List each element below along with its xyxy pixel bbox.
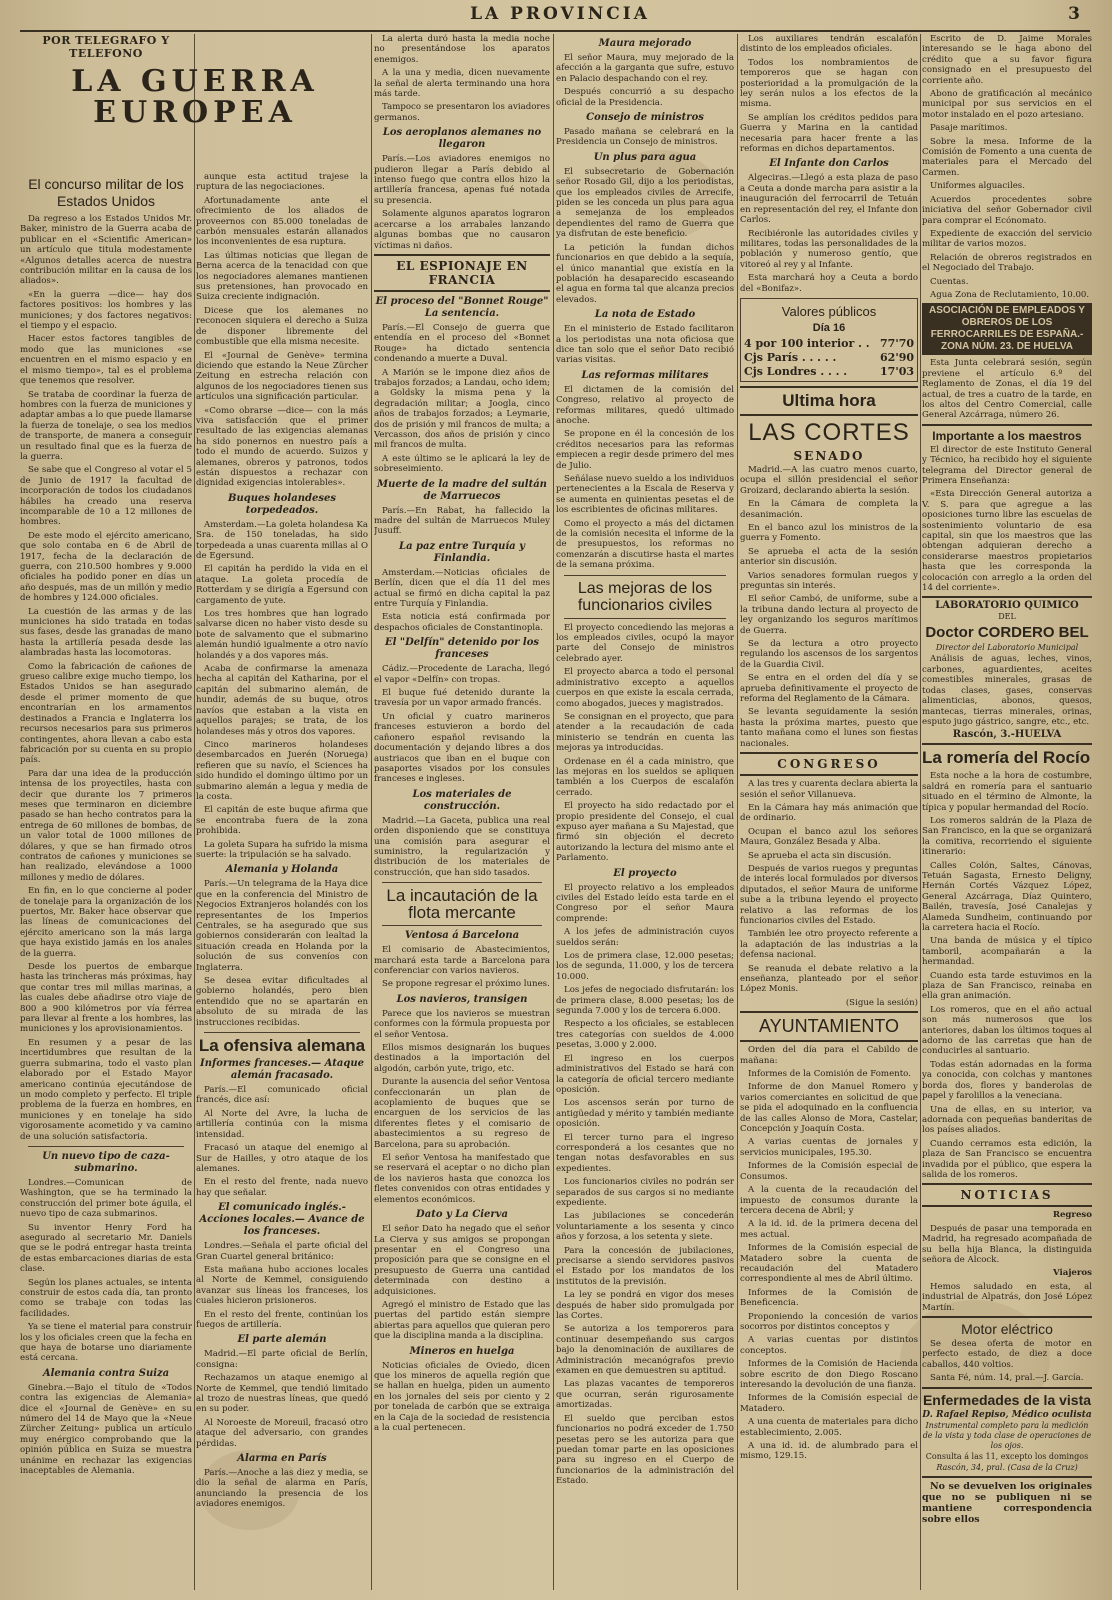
column-1-body [20,172,192,1590]
paragraph: Dicese que los alemanes no reconocen siquiera el derecho a Suiza de disponer libremente del combustible que ella misma necesite. [196,305,368,348]
paragraph: París.—Anoche a las diez y media, se dio la señal de alarma en París, anunciando la presencia de los aviadores enemigos. [196,1468,368,1510]
paragraph: Pasado mañana se celebrará en la Presidencia un Consejo de ministros. [556,127,734,148]
article-body [374,1224,550,1341]
paragraph: «Como obrarse —dice— con la más viva satisfacción que el primer resultado de las exigencias alemanas ha sido ponernos en nuestro país a todo el mundo de acuerdo. Suizos y alemanes, obreros y patronos, todos están dispuestos a rechazar con dignidad exigencias intolerables». [196,405,368,489]
paragraph: El señor Ventosa ha manifestado que se reservará el aceptar o no dicho plan de los navieros hasta que conozca los fletes convenidos con otras entidades y elementos económicos. [374,1153,550,1205]
paragraph: En la Cámara hay más animación que de ordinario. [740,802,918,824]
article-body [922,445,1092,594]
lab-ad-subtitle: Director del Laboratorio Municipal [935,643,1079,653]
paragraph: Los romeros, que en el año actual son más numerosos que los anteriores, daban los últimos toques al adorno de las carretas que han de conducirles al santuario. [922,1004,1092,1057]
subhead: La paz entre Turquía y Finlandia. [399,540,525,564]
paragraph: Rechazamos un ataque enemigo al Norte de Kemmel, que tendió limitado al trozo de nuestras líneas, que quedó en su poder. [196,1373,368,1415]
subhead: El "Delfín" detenido por los franceses [384,637,540,661]
article-body [556,127,734,148]
article-body [922,1282,1092,1313]
stock-quote-value: 62'90 [880,350,914,364]
article-body [556,385,734,571]
paragraph: Se sabe que el Congreso al votar el 5 de Junio de 1917 la facultad de incorporación de todos los ciudadanos hábiles ha creado una reserva incomparable de 10 a 12 millones de hombres. [20,465,192,528]
paragraph: A las tres y cuarenta declara abierta la sesión el señor Villanueva. [740,779,918,800]
paragraph: Informes de la Comisión de Hacienda sobre escrito de don Diego Roscano interesando la devolución de una fianza. [740,1359,918,1390]
paragraph: Cinco marineros holandeses desembarcados en Juerén (Noruega) refieren que su navío, el Sciences ha sido hundido el domingo último por un submarino alemán a legua y media de la costa. [196,739,368,802]
paragraph: La goleta Supara ha sufrido la misma suerte: la tripulación se ha salvado. [196,839,368,860]
paragraph: Informe de don Manuel Romero y varios comerciantes en solicitud de que se pida el adoquinado en la confluencia de las calles Alonso de Mora, Castelar, Concepción y Joaquín Costa. [740,1082,918,1135]
paragraph: El señor Maura, muy mejorado de la afección a la garganta que sufre, estuvo en Palacio despachando con el rey. [556,53,734,84]
paragraph: Todas están adornadas en la forma ya conocida, con colchas y mantones borda dos, flores y banderolas de papel y farolillos a la veneciana. [922,1059,1092,1102]
subhead: Un nuevo tipo de caza-submarino. [42,1150,170,1174]
article-body [922,358,1092,420]
paragraph: El proyecto relativo a los empleados civiles del Estado leído esta tarde en el Congreso por el señor Maura comprende: [556,882,734,924]
paragraph: Se entra en el orden del día y se aprueba definitivamente el proyecto de reforma del Reglamento de la Cámara. [740,673,918,705]
paragraph: Sobre la mesa. Informe de la Comisión de Fomento a una cuenta de materiales para el Mercado del Carmen. [922,136,1092,178]
paragraph: Los funcionarios civiles no podrán ser separados de sus cargos si no mediante expediente. [556,1177,734,1208]
paragraph: «Esta Dirección General autoriza a V. S. para que agregue a las oposiciones turno libre las escuelas de sostenimiento voluntario de esa capital, sin que los maestros que las obtengan adquieran derecho a considerarse maestros propietarios hasta que les corresponda la colocación con arreglo a la orden del 14 del corriente». [922,489,1092,594]
paragraph: aunque esta actitud trajese la ruptura de las negociaciones. [196,172,368,193]
paragraph: Al Norte del Avre, la lucha de artillería continúa con la misma intensidad. [196,1108,368,1140]
article-body [20,1178,192,1364]
paragraph: Acaba de confirmarse la amenaza hecha al capitán del Katharina, por el capitán del submarino alemán, de hundir, además de su buque, otros navíos que estaban a la vista en aquellos parajes; se trata, de los holandeses más y otros dos vapores. [196,664,368,737]
article-body [556,623,734,864]
paragraph: Se desea evitar dificultades al gobierno holandés, pero bien entendido que no se apartarán en absoluto de su mirada de las instrucciones recibidas. [196,976,368,1028]
paragraph: Las jubilaciones se concederán voluntariamente a los sesenta y cinco años y forzosa, a los setenta y siete. [556,1211,734,1243]
column-1 [20,34,370,174]
paragraph: Madrid.—El parte oficial de Berlín, consigna: [196,1349,368,1370]
paragraph: París.—Un telegrama de la Haya dice que en la conferencia del Ministro de Negocios Extranjeros holandés con los representantes de los Imperios Centrales, se ha asegurado que sus gobiernos considerarán con lealtad la situación creada en Holanda por la solución de sus conveníos con Inglaterra. [196,879,368,973]
paragraph: Se trataba de coordinar la fuerza de hombres con la fuerza de municiones y adaptar ambas a lo que puede llamarse la fuerza de tonelaje, o sea los medios de transporte, de manera a conseguir un resultado final que es la fuerza de la guerra. [20,389,192,462]
article-body [196,879,368,1028]
stock-quotes-box [740,298,918,382]
paragraph: Para dar una idea de la producción intensa de los proyectiles, hasta con decir que durante los 7 primeros meses que terminaron en diciembre pasado se han hecho contratos para la entrega de 60 millones de bombas, de un valor total de 1000 millones de dólares, y que se han firmado otros contratos de cañones y municiones se han realizado, elevándose a 1000 millones y medio de dólares. [20,768,192,883]
paragraph: El capitán ha perdido la vida en el ataque. La goleta procedía de Rotterdam y se dirigía a Egersund con cargamento de yute. [196,564,368,606]
paragraph: En el resto del frente, nada nuevo hay que señalar. [196,1177,368,1198]
vista-ad-address: Rascón, 34, pral. (Casa de la Cruz) [936,1462,1078,1472]
subhead: El comunicado inglés.-Acciones locales.— Avance de los franceses. [199,1202,365,1238]
association-banner: ASOCIACIÓN DE EMPLEADOS Y OBREROS DE LOS FERROCARRILES DE ESPAÑA.-ZONA NÚM. 23. DE HUELVA [922,303,1092,355]
paragraph: Como la fabricación de cañones de grueso calibre exige mucho tiempo, los Estados Unidos se han asegurado desde el primer momento de que encontrarían en los armamentos destinados a Francia e Inglaterra los recursos necesarios para sus primeros contingentes, ahora llevan a cabo esta fabricación por su cuenta en su propio país. [20,661,192,766]
paragraph: Informes de la Comisión de Fomento. [748,1069,911,1080]
article-body [556,324,734,366]
paragraph: El buque fué detenido durante la travesía por un vapor armado francés. [374,688,550,709]
paragraph: De este modo el ejército americano, que solo contaba en 6 de Abril de 1917, fecha de la declaración de guerra, con 210.500 hombres y 9.000 oficiales ha podido poner en días un año después, mas de un millón y medio de hombres y 124.000 oficiales. [20,530,192,604]
article-body [922,1339,1092,1384]
paragraph: El director de este Instituto General y Técnico, ha recibido hoy el siguiente telegrama del Director general de Primera Enseñanza: [922,444,1092,486]
paragraph: Santa Fé, núm. 14, pral.—J. García. [930,1373,1084,1384]
newspaper-title: LA PROVINCIA [470,4,650,24]
paragraph: Proponiendo la concesión de varios socorros por distintos conceptos y [740,1311,918,1332]
stock-quote-value: 17'03 [880,364,914,378]
paragraph: La alerta duró hasta la media noche no presentándose los aparatos enemigos. [374,34,550,65]
paragraph: El señor Dato ha negado que el señor La Cierva y sus amigos se propongan presentar en el Congreso una proposición para que se consigne en el presupuesto de Guerra una cantidad determinada con destino a adquisiciones. [374,1224,550,1297]
article-headline: Las mejoras de los funcionarios civiles [577,579,713,614]
paragraph: Acuerdos procedentes sobre iniciativa del señor Gobernador civil para comprar el Ecónomato. [922,194,1092,226]
subhead: Buques holandeses torpedeados. [228,492,336,516]
subhead: Dato y La Cierva [416,1209,508,1221]
paragraph: Las plazas vacantes de temporeros que ocurran, serán rigurosamente amortizadas. [556,1379,734,1411]
paragraph: A varias cuentas por distintos conceptos. [740,1335,918,1356]
paragraph: «En la guerra —dice— hay dos factores positivos: los hombres y las municiones; y dos factores negativos: el tiempo y el espacio. [20,289,192,332]
paragraph: Ya se tiene el material para construir los y los oficiales creen que la fecha en que haya de botarse uno diariamente está cercana. [20,1322,192,1364]
vista-ad-doctor: D. Rafael Repiso, Médico oculista [922,1409,1092,1420]
lab-ad-title: LABORATORIO QUIMICO [935,600,1079,612]
paragraph: Todos los nombramientos de temporeros que se hagan con posterioridad a la promulgación de la ley serán nulos a los efectos de la misma. [740,57,918,110]
paragraph: Esta Junta celebrará sesión, según previene el artículo 6.º del Reglamento de Zonas, el día 19 del actual, de tres a cuatro de la tarde, en los altos del Centro Comercial, calle General Azcárraga, número 26. [922,358,1092,421]
paragraph: En el resto del frente, continúan los fuegos de artillería. [196,1309,368,1330]
column-5 [740,34,918,1590]
editorial-note: No se devuelven los originales que no se publiquen ni se mantiene correspondencia sobre ellos [922,1480,1092,1525]
paragraph: Después de varios ruegos y preguntas de interés local formulados por diversos diputados, el señor Maura de uniforme sube a la tribuna leyendo el proyecto relativo a las reformas de los funcionarios civiles del Estado. [740,863,918,926]
paragraph: Agua Zona de Reclutamiento, 10.00. [930,289,1090,300]
subhead: Muerte de la madre del sultán de Marruecos [377,478,547,502]
paragraph: A este último se le aplicará la ley de sobreseimiento. [374,453,550,475]
lab-ad-address: Rascón, 3.-HUELVA [952,729,1062,741]
ayuntamiento-heading: AYUNTAMIENTO [758,1016,899,1037]
paragraph: Ordenase en él a cada ministro, que las mejoras en los sueldos se apliquen también a los Cuerpos de escalafón cerrado. [556,756,734,798]
paragraph: Se propone regresar el próximo lunes. [382,979,550,990]
headline-europea: EUROPEA [93,95,297,130]
paragraph: Esta noticia está confirmada por despachos oficiales de Constantinopla. [374,612,550,633]
article-body [196,172,368,489]
paragraph: Una banda de música y el típico tamboril, acompañarán a la hermandad. [922,936,1092,968]
paragraph: Esta mañana hubo acciones locales al Norte de Kemmel, consiguiendo avanzar sus líneas los franceses, los cuales hicieron prisioneros. [196,1264,368,1307]
paragraph: Se aprueba el acta sin discusión. [748,850,892,861]
article-body [740,779,918,995]
subhead: Mineros en huelga [409,1345,515,1357]
article-body [374,568,550,633]
paragraph: Como el proyecto a más del dictamen de la comisión necesita el informe de la de presupuestos, los reformas no comenzarán a discutirse hasta el martes de la semana próxima. [556,518,734,571]
paragraph: También lee otro proyecto referente a la adaptación de las industrias a la defensa nacional. [740,929,918,961]
paragraph: A la id. id. de la primera decena del mes actual. [740,1219,918,1240]
article-body [556,883,734,1487]
paragraph: El proyecto abarca a todo el personal administrativo excepto a aquellos cuerpos en que existe la escala cerrada, como abogados, jueces y magistrados. [556,667,734,709]
stock-quote-row [744,337,914,351]
paragraph: Se da lectura a otro proyecto regulando los ascensos de los sargentos de la Guardia Civil. [740,639,918,670]
paragraph: Calles Colón, Saltes, Cánovas, Tetuán Sagasta, Ernesto Deligny, Hernán Cortés Vázquez López, General Azcárraga, Díaz Quintero, Bailén, travesía, José Canalejas y Alameda Sundheim, continuando por la carretera hacia el Rocío. [922,860,1092,933]
stock-quote-value: 77'70 [880,336,914,350]
paragraph: Los auxiliares tendrán escalafón distinto de los empleados oficiales. [740,34,918,55]
paragraph: Al Noroeste de Moreuil, fracasó otro ataque del adversario, con grandes pérdidas. [196,1417,368,1449]
column-3 [374,34,550,1590]
paragraph: Parece que los navieros se muestran conformes con la fórmula propuesta por el señor Ventosa. [374,1008,550,1040]
subhead: Los navieros, transigen [396,993,528,1005]
section-heading: EL ESPIONAJE EN FRANCIA [396,258,528,287]
column-2 [196,172,368,1590]
paragraph: Abono de gratificación al mecánico municipal por sus servicios en el motor instalado en el pozo artesiano. [922,89,1092,120]
paragraph: El sueldo que perciban estos funcionarios no podrá exceder de 1.750 pesetas pero se les autoriza para que puedan tomar parte en las oposiciones para su ingreso en el Cuerpo de funcionarios de la administración del Estado. [556,1413,734,1487]
paragraph: La ley se pondrá en vigor dos meses después de haber sido promulgada por las Cortes. [556,1290,734,1322]
paragraph: Se desea oferta de motor en perfecto estado, de diez a doce caballos, 440 voltios. [922,1339,1092,1370]
article-body [374,506,550,537]
page-number: 3 [1068,4,1080,24]
paragraph: Los tres hombres que han logrado salvarse dicen no haber visto desde su bote de salvamento que el submarino alemán hundió igualmente a otro navío holandés y a dos vapores más. [196,609,368,661]
paragraph: Madrid.—A las cuatro menos cuarto, ocupa el sillón presidencial el señor Groizard, declarando abierta la sesión. [740,464,918,496]
subhead: Regreso [1052,1210,1092,1221]
las-cortes-heading: LAS CORTES [748,418,910,446]
subhead: Las reformas militares [581,369,709,381]
article-body [922,1224,1092,1266]
paragraph: Uniformes alguaciles. [930,181,1025,192]
subhead: Los aeroplanos alemanes no llegaron [382,127,542,151]
paragraph: Hacer estos factores tangibles de modo que las municiones «se encuentren en el mismo espacio y en el mismo tiempo», tal es el problema que tenemos que resolver. [20,334,192,387]
article-body [196,1468,368,1510]
paragraph: Esta marchará hoy a Ceuta a bordo del «Bonifaz». [740,273,918,294]
paragraph: El dictamen de la comisión del Congreso, relativo al proyecto de reformas militares, quedó ultimado anoche. [556,384,734,426]
paragraph: El «Journal de Genève» termina diciendo que estando la Neue Zürcher Zeitung en estrecha relación con algunos de los negociadores tienen sus artículos una significación particular. [196,350,368,403]
paragraph: Informes de la Comisión especial de Matadero sobre la cuenta de recaudación del Matadero correspondiente al mes de Abril último. [740,1243,918,1285]
article-body [374,945,550,990]
column-6 [922,34,1092,1590]
stock-quote-row [744,351,914,365]
paragraph: En la Cámara de completa la desanimación. [740,499,918,520]
subhead: El proceso del "Bonnet Rouge" La sentencia. [375,295,549,319]
paragraph: La petición la fundan dichos funcionarios en que debido a la sequía, el único manantial que existía en la población ha desaparecido escaseando el agua en forma tal que alcanza precios elevados. [556,242,734,305]
paragraph: A varias cuentas de jornales y servicios municipales, 195.30. [740,1137,918,1158]
paragraph: Fracasó un ataque del enemigo al Sur de Hailles, y otro ataque de los alemanes. [196,1143,368,1174]
congreso-heading: CONGRESO [777,757,881,772]
subhead: Ventosa á Barcelona [404,930,520,942]
paragraph: A la una y media, dicen nuevamente la señal de alerta terminando una hora más tarde. [374,68,550,100]
paragraph: Afortunadamente ante el ofrecimiento de los aliados de proveernos con 85.000 toneladas de carbón mensuales estarán allanados los inconvenientes de esa ruptura. [196,195,368,248]
article-body [374,664,550,784]
article-body [374,816,550,878]
paragraph: Los romeros saldrán de la Plaza de San Francisco, en la que se organizará la comitiva, recorriendo el siguiente itinerario: [922,815,1092,858]
paragraph: Las últimas noticias que llegan de Berna acerca de la tenacidad con que los negociadores alemanes mantienen sus pretensiones, han provocado en Suiza creciente indignación. [196,250,368,303]
paragraph: Los ascensos serán por turno de antigüedad y mérito y también mediante oposición. [556,1098,734,1130]
paragraph: Después concurrió a su despacho oficial de la Presidencia. [556,87,734,108]
stock-quotes-rows [744,337,914,379]
paragraph: Amsterdam.—Noticias oficiales de Berlín, dicen que el día 11 del mes actual se firmó en dicha capital la paz entre Turquía y Finlandia. [374,567,550,610]
paragraph: París.—En Rabat, ha fallecido la madre del sultán de Marruecos Muley Jusuff. [374,505,550,537]
lab-ad-body: Análisis de aguas, leches, vinos, carbones, aguardientes, aceites comestibles minerales, grasas de todas clases, gases, conservas alimenticias, abonos, quesos, mantecas, tierras minerales, orinas, esputo jugo gástrico, sangre, etc., etc. [922,654,1092,727]
column-4 [556,34,734,1590]
section-kicker: POR TELEGRAFO Y TELEFONO [42,34,170,60]
article-body [374,34,550,123]
paragraph: Su inventor Henry Ford ha asegurado al secretario Mr. Daniels que se le podrá entregar hasta treinta de estas embarcaciones diarias de esta clase. [20,1222,192,1275]
article-body [556,167,734,305]
article-body [374,154,550,251]
article-headline: La romería del Rocío [922,748,1091,768]
paragraph: Londres.—Señala el parte oficial del Gran Cuartel general británico: [196,1241,368,1262]
paragraph: Se propone en él la concesión de los créditos necesarios para las reformas empiecen a regir desde primero del mes de Julio. [556,429,734,471]
stock-quote-row [744,365,914,379]
article-body [740,34,918,154]
article-body [556,53,734,108]
article-body [196,1085,368,1198]
article-body [740,465,918,749]
paragraph: A los jefes de administración cuyos sueldos serán: [556,927,734,948]
lab-ad-del: DEL [998,612,1016,622]
senado-heading: SENADO [793,448,865,463]
stock-quote-label: Cjs Londres . . . . [744,364,848,378]
article-body [374,323,550,475]
article-body [374,1009,550,1205]
paragraph: Se consignan en el proyecto, que para atender a la recaudación de cada ministerio se tendrán en cuenta las mejoras ya introducidas. [556,711,734,754]
subhead: Alemania contra Suiza [42,1367,170,1379]
paragraph: El proyecto ha sido redactado por el propio presidente del Consejo, el cual expuso ayer mañana a Su Majestad, que firmó sin objeción el decreto autorizando la lectura del mismo ante el Parlamento. [556,801,734,864]
paragraph: A la cuenta de la recaudación del impuesto de consumos durante la tercera decena de Abril; y [740,1185,918,1216]
paragraph: Tampoco se presentaron los aviadores germanos. [374,102,550,123]
paragraph: Después de pasar una temporada en Madrid, ha regresado acompañada de su bella hija Blanca, la distinguida señora de Alcock. [922,1223,1092,1265]
paragraph: Se levanta seguidamente la sesión hasta la próxima martes, puesto que tanto mañana como el lunes son fiestas nacionales. [740,707,918,749]
subhead: Los materiales de construcción. [412,788,512,812]
vista-ad-title: Enfermedades de la vista [922,1391,1092,1408]
paragraph: A una cuenta de materiales para dicho establecimiento, 2.005. [740,1417,918,1438]
headline-la-guerra: LA GUERRA [71,64,319,99]
article-body [740,1045,918,1462]
article-body [196,1241,368,1330]
paragraph: Relación de obreros registrados en el Negociado del Trabajo. [922,252,1092,274]
paragraph: Solamente algunos aparatos lograron acercarse a los arrabales lanzando algunas bombas que no causaron víctimas ni daños. [374,209,550,251]
subhead: Alarma en París [237,1453,327,1465]
paragraph: París.—El comunicado oficial francés, dice así: [196,1085,368,1106]
paragraph: En fin, en lo que concierne al poder de tonelaje para la organización de los puertos, Mr. Baker hace observar que las líneas de comunicaciones del ejército americano son la más larga que haya existido jamás en los anales de la guerra. [20,886,192,959]
subhead: Viajeros [1052,1268,1092,1279]
paragraph: Una de ellas, en su interior, va adornada con pequeñas banderitas de los países aliados. [922,1104,1092,1136]
subhead: El proyecto [613,867,677,879]
paragraph: Cádiz.—Procedente de Laracha, llegó el vapor «Delfín» con tropas. [374,664,550,685]
paragraph: Agregó el ministro de Estado que las puertas del partido están siempre abiertas para aquellos que quieran pero que la disciplina manda a la disciplina. [374,1299,550,1342]
paragraph: El capitán de este buque afirma que se encontraba fuera de la zona prohibida. [196,805,368,837]
motor-ad-title: Motor eléctrico [961,1321,1053,1337]
lab-ad-doctor: Doctor CORDERO BEL [925,624,1089,642]
paragraph: A Marión se le impone diez años de trabajos forzados; a Landau, ocho idem; a Goldsky la misma pena y la degradación militar; a Joogla, cinco años de trabajos forzados; a Leymarie, dos de prisión y mil francos de multa; a Vercasson, dos años de prisión y cinco mil francos de multa. [374,367,550,451]
paragraph: Orden del día para el Cabildo de mañana: [740,1045,918,1066]
stock-quotes-day: Día 16 [812,321,846,334]
paragraph: Señálase nuevo sueldo a los individuos pertenecientes a la Escala de Reserva y se aumenta en quinientas pesetas el de los escribientes de oficinas militares. [556,474,734,516]
paragraph: Un oficial y cuatro marineros franceses estuvieron a bordo del cañonero español revisando la documentación y dejando libres a dos austriacos que iban en el buque con pasaportes visados por los consules franceses e ingleses. [374,711,550,785]
article-body [196,520,368,861]
paragraph: Se reanuda el debate relativo a la enseñanza, planteado por el señor López Monis. [740,963,918,995]
vista-ad-hours: Consulta á las 11, excepto los domingos [925,1451,1089,1461]
paragraph: París.—El Consejo de guerra que entendía en el proceso del «Bonnet Rouge» ha dictado sentencia condenando a muerte a Duval. [374,322,550,365]
stock-quote-label: 4 por 100 interior . . [744,336,870,350]
paragraph: Cuando cerramos esta edición, la plaza de San Francisco se encuentra invadida por el público, que espera la salida de los romeros. [922,1138,1092,1180]
noticias-heading: NOTICIAS [960,1188,1054,1203]
paragraph: Se amplían los créditos pedidos para Guerra y Marina en la cantidad necesaria para hacer frente a las reformas en dichos departamentos. [740,112,918,155]
paragraph: En resumen y a pesar de las incertidumbres que resultan de la guerra submarina, todo el vasto plan elaborado por el Estado Mayor americano continúa ejecutándose de un modo completo y perfecto. El triple problema de la fuerza en hombres, en municiones y en tonelaje ha sido vigorosamente acometido y va camino de una solución satisfactoria. [20,1037,192,1142]
article-body [196,1349,368,1449]
masthead [20,4,1090,32]
paragraph: Para la concesión de jubilaciones, precisarse a siendo servidores pasivos el Estado por los mandatos de los institutos de la previsión. [556,1245,734,1287]
paragraph: Se aprueba el acta de la sesión anterior sin discusión. [740,546,918,568]
stock-quotes-title: Valores públicos [781,303,877,319]
article-body [922,771,1092,1180]
article-body [374,1361,550,1434]
paragraph: Londres.—Comunican de Washington, que se ha terminado la construcción del primer bote águila, el nuevo tipo de caza submarinos. [20,1177,192,1220]
paragraph: Expediente de exacción del servicio militar de varios mozos. [922,228,1092,250]
ultima-hora-heading: Ultima hora [782,390,876,410]
paragraph: Madrid.—La Gaceta, publica una real orden disponiendo que se constituya una comisión para asegurar el suministro, la regularización y distribución de los materiales de construcción, que han sido tasados. [374,815,550,878]
paragraph: Los de primera clase, 12.000 pesetas; los de segunda, 11.000, y los de tercera 10.000. [556,951,734,982]
paragraph: El señor Cambó, de uniforme, sube a la tribuna dando lectura al proyecto de ley organizando los seguros marítimos de Guerra. [740,594,918,636]
paragraph: En el ministerio de Estado facilitaron a los periodistas una nota oficiosa que dice tan solo que el señor Dato recibió varias visitas. [556,324,734,366]
paragraph: Los jefes de negociado disfrutarán: los de primera clase, 8.000 pesetas; los de segunda 7.000 y los de tercera 6.000. [556,985,734,1017]
article-body [922,34,1092,300]
paragraph: La cuestión de las armas y de las municiones ha sido tratada en todas sus fases, desde las granadas de mano hasta la artillería pesada desde las alambradas hasta las locomotoras. [20,606,192,659]
subhead: La nota de Estado [594,309,696,321]
subhead: Informes franceses.— Ataque alemán fracasado. [200,1058,364,1082]
article-body [20,1383,192,1477]
vista-ad-body: Instrumental completo para la medición de la vista y toda clase de operaciones de los ojos. [922,1420,1092,1450]
subhead: Alemania y Holanda [225,864,339,876]
paragraph: Pasaje marítimos. [930,123,1008,134]
paragraph: París.—Los aviadores enemigos no pudieron llegar a París debido al intenso fuego que contra ellos hizo la artillería francesa, apenas fué notada su presencia. [374,154,550,206]
continued-note: (Sigue la sesión) [845,997,918,1008]
paragraph: Algeciras.—Llegó a esta plaza de paso a Ceuta a donde marcha para asistir a la inauguración del ferrocarril de Tetuán en representación del rey, el Infante don Carlos. [740,173,918,226]
paragraph: Amsterdam.—La goleta holandesa Ka Sra. de 150 toneladas, ha sido torpedeada a unas cuarenta millas al O de Egersund. [196,519,368,561]
paragraph: El ingreso en los cuerpos administrativos del Estado se hará con la categoría de oficial tercero mediante oposición. [556,1053,734,1095]
article-headline: La ofensiva alemana [198,1036,366,1056]
stock-quote-label: Cjs París . . . . . [744,350,837,364]
paragraph: Informes de la Comisión de Beneficencia. [740,1287,918,1309]
subhead: Consejo de ministros [586,112,704,124]
paragraph: Cuando esta tarde estuvimos en la plaza de San Francisco, reinaba en ella gran animación. [922,970,1092,1002]
paragraph: Ginebra.—Bajo el título de «Todos contra las exigencias de Alemania» dice el «Journal de Genève» en su número del 14 de Mayo que la «Neue Zürcher Zeitung» publica un artículo muy enérgico comprobando que la opinión pública en Suiza se muestra unánime en rechazar las exigencias inaceptables de Alemania. [20,1382,192,1477]
article-headline: Importante a los maestros [932,428,1082,443]
paragraph: Cuentas. [930,276,969,287]
paragraph: El comisario de Abastecimientos, marchará esta tarde a Barcelona para conferenciar con varios navieros. [374,945,550,976]
paragraph: Varios senadores formulan ruegos y preguntas sin interés. [740,570,918,591]
paragraph: Durante la ausencia del señor Ventosa confeccionarán un plan de acoplamiento de buques que se encarguen de los servicios de las diferentes fletes y el comisario de abastecimientos a su regreso de Barcelona, para su aprobación. [374,1077,550,1150]
paragraph: A una id. id. de alumbrado para el mismo, 129.15. [740,1441,918,1462]
paragraph: Se autoriza a los temporeros para continuar desempeñando sus cargos bajo la denominación de auxiliares de Administración mecanógrafos previo examen en que demuestren su aptitud. [556,1324,734,1377]
paragraph: Informes de la Comisión especial de Matadero. [740,1393,918,1414]
paragraph: Ellos mismos designarán los buques destinados a la importación del algodón, carbón yute, trigo, etc. [374,1043,550,1074]
paragraph: Hemos saludado en esta, al industrial de Alpatrás, don José López Martín. [922,1281,1092,1313]
paragraph: Esta noche a la hora de costumbre, saldrá en romería para el santuario situado en el término de Almonte, la típica y popular hermandad del Rocío. [922,771,1092,813]
paragraph: Da regreso a los Estados Unidos Mr. Baker, ministro de la Guerra acaba de publicar en el «Scientific American» un artículo que titula modestamente «Algunos detalles acerca de nuestra contribución militar en la causa de los aliados». [20,214,192,287]
paragraph: Escrito de D. Jaime Morales interesando se le haga abono del crédito que a su favor figura consignado en el presupuesto del corriente año. [922,34,1092,86]
paragraph: En el banco azul los ministros de la guerra y Fomento. [740,522,918,544]
paragraph: El tercer turno para el ingreso corresponderá a los cesantes que no tengan notas desfavorables en sus expedientes. [556,1132,734,1174]
article-body [20,214,192,1142]
paragraph: Respecto a los oficiales, se establecen tres categorías con sueldos de 4.000 pesetas, 3.000 y 2.000. [556,1019,734,1051]
article-headline: El concurso militar de los Estados Unidos [28,176,184,209]
paragraph: Desde los puertos de embarque hasta las trincheras más próximas, hay que contar tres mil millas marinas, a las cuales debe añadirse otro viaje de 800 a 900 kilómetros por vía férrea para llevar al frente a los hombres, las municiones y los aprovisionamientos. [20,962,192,1035]
article-headline: La incautación de la flota mercante [386,886,538,923]
paragraph: Informes de la Comisión especial de Consumos. [740,1161,918,1182]
paragraph: El proyecto concediendo las mejoras a los empleados civiles, ocupó la mayor parte del Consejo de ministros celebrado ayer. [556,622,734,664]
subhead: Un plus para agua [593,151,697,163]
subhead: El parte alemán [237,1334,327,1346]
paragraph: Recibiéronle las autoridades civiles y militares, todas las personalidades de la población y numeroso gentío, que vitoreó al rey y al Infante. [740,228,918,270]
subhead: El Infante don Carlos [769,158,889,170]
paragraph: Ocupan el banco azul los señores Maura, González Besada y Alba. [740,826,918,848]
subhead: Maura mejorado [598,38,692,49]
paragraph: El subsecretario de Gobernación señor Rosado Gil, dijo a los periodistas, que los empleados civiles de Arrecife, piden se les conceda un plus para agua a semejanza de los empleados dependientes del ramo de Guerra que ya disfrutan de este beneficio. [556,166,734,240]
paragraph: Noticias oficiales de Oviedo, dicen que los mineros de aquella región que se hallan en huelga, piden un aumento en los jornales del seis por ciento y 2 por tonelada de carbón que se extraiga en la Caja de la sociedad de resistencia a la cual pertenecen. [374,1360,550,1433]
article-body [740,173,918,293]
paragraph: Según los planes actuales, se intenta construir de estos cada día, tan pronto como se trabaje con todas las facilidades. [20,1277,192,1319]
